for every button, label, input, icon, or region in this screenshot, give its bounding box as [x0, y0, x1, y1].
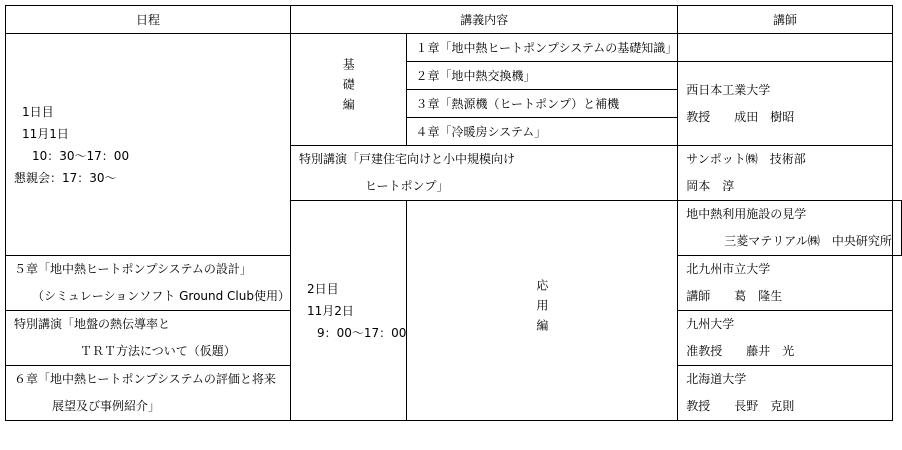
day1-instructor1-cell [678, 62, 893, 146]
day2-ch5-line1: ５章「地中熱ヒートポンプシステムの設計」 [14, 262, 252, 276]
day2-chapter6 [6, 366, 291, 421]
table-row [6, 34, 902, 62]
day1-instructor-empty [678, 34, 893, 62]
day1-date: 11月1日 [22, 126, 69, 141]
day2-ch5-name: 講師 葛 隆生 [686, 289, 783, 303]
day1-time: 10：30～17：00 [32, 148, 130, 163]
day1-instructor1-org: 西日本工業大学 [686, 82, 771, 97]
day2-ch5-instructor [678, 256, 893, 311]
header-instructor: 講師 [678, 6, 893, 34]
day1-lecture-4: ４章「冷暖房システム」 [407, 118, 678, 146]
day2-visit-line2: 三菱マテリアル㈱ 中央研究所 [724, 234, 892, 248]
day2-special-instructor [678, 311, 893, 366]
day2-ch5-line2: （シミュレーションソフト Ground Club使用） [32, 289, 290, 303]
day1-special-lecture [291, 146, 678, 201]
day2-visit-line1: 地中熱利用施設の見学 [686, 207, 807, 221]
day2-special-name: 准教授 藤井 光 [686, 344, 795, 358]
day2-date-cell [291, 201, 407, 421]
day2-label: 2日目 [307, 281, 339, 296]
day1-date-cell [6, 34, 291, 256]
header-row [6, 6, 902, 34]
day2-chapter5 [6, 256, 291, 311]
day2-ch6-org: 北海道大学 [686, 372, 747, 386]
day2-date: 11月2日 [307, 303, 354, 318]
day1-category: 基礎編 [341, 58, 356, 118]
day2-special-lecture [6, 311, 291, 366]
day1-label: 1日目 [22, 104, 54, 119]
day2-visit-instructor-empty [892, 201, 901, 256]
header-content: 講義内容 [291, 6, 678, 34]
day1-lecture-2: ２章「地中熱交換機」 [407, 62, 678, 90]
day1-category-cell [291, 34, 407, 146]
day2-special-org: 九州大学 [686, 317, 735, 331]
day1-lecture-1: １章「地中熱ヒートポンプシステムの基礎知識」 [407, 34, 678, 62]
day2-ch6-line1: ６章「地中熱ヒートポンプシステムの評価と将来 [14, 372, 276, 386]
day1-special-line2: ヒートポンプ」 [365, 179, 449, 193]
day1-special-line1: 特別講演「戸建住宅向けと小中規模向け [299, 152, 516, 166]
day2-ch6-line2: 展望及び事例紹介」 [52, 399, 161, 413]
header-schedule: 日程 [6, 6, 291, 34]
day2-time: 9：00～17：00 [317, 325, 407, 340]
day2-special-line2: ＴＲＴ方法について（仮題） [80, 344, 236, 358]
day1-instructor1-name: 教授 成田 樹昭 [686, 109, 795, 124]
day1-social: 懇親会：17：30～ [14, 170, 117, 185]
day1-instructor2-org: サンポット㈱ 技術部 [686, 152, 806, 166]
day2-category-cell [407, 201, 678, 421]
schedule-table [5, 5, 902, 421]
day1-instructor2-name: 岡本 淳 [686, 179, 735, 193]
day2-category: 応用編 [534, 279, 549, 339]
day2-special-line1: 特別講演「地盤の熱伝導率と [14, 317, 171, 331]
day1-lecture-3: ３章「熱源機（ヒートポンプ）と補機 [407, 90, 678, 118]
day2-ch6-name: 教授 長野 克則 [686, 399, 795, 413]
day2-visit [678, 201, 893, 256]
day1-instructor2-cell [678, 146, 893, 201]
day2-ch5-org: 北九州市立大学 [686, 262, 771, 276]
day2-ch6-instructor [678, 366, 893, 421]
